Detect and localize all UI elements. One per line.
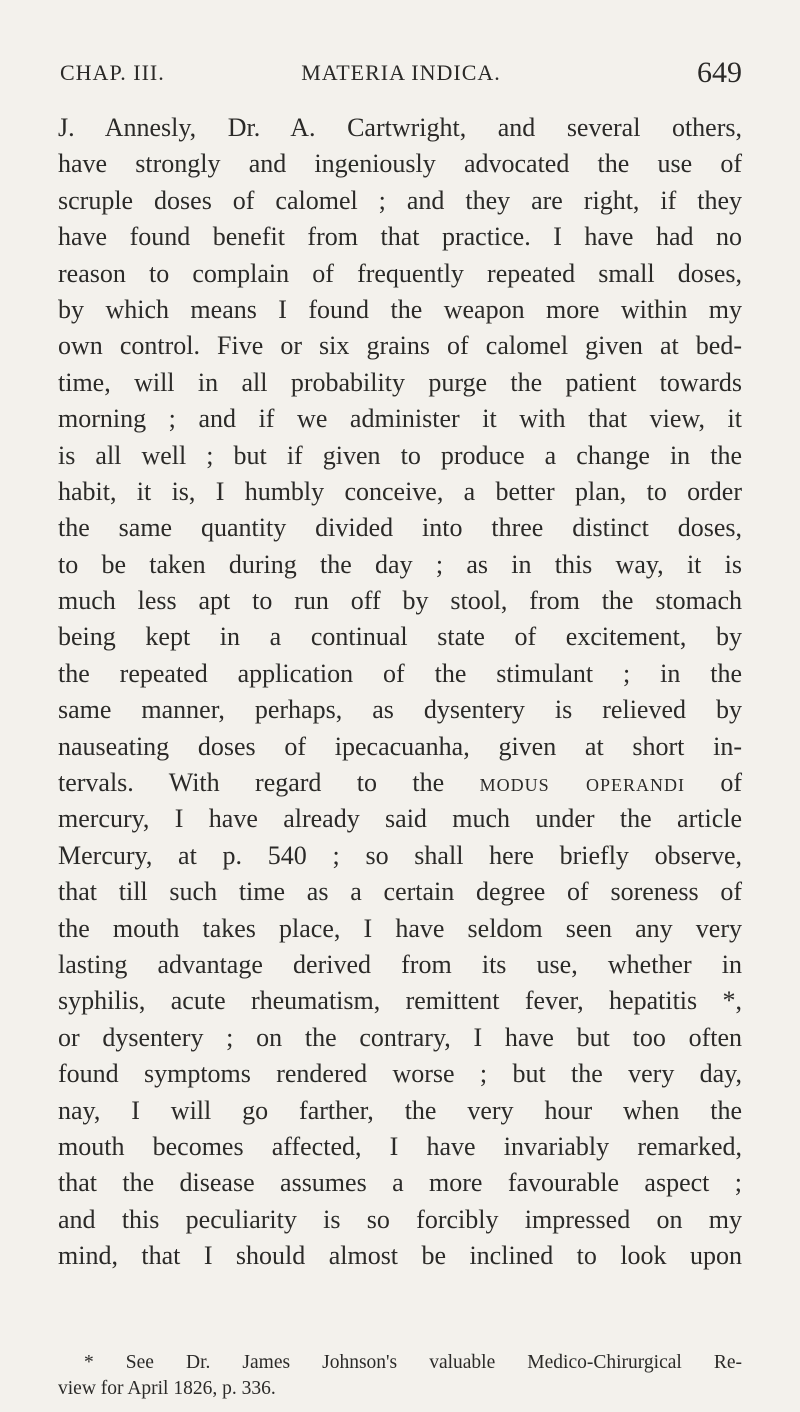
chapter-label: CHAP. III. [60,60,165,85]
text-line: Mercury, at p. 540 ; so shall here briefly observe, [58,840,742,870]
text-line: that till such time as a certain degree of soreness of [58,877,742,907]
text-line: lasting advantage derived from its use, whether in [58,949,742,979]
text-line: much less apt to run off by stool, from the stomach [58,586,742,616]
running-title: MATERIA INDICA. [301,60,501,85]
text-line: time, will in all probability purge the patient towards [58,367,742,397]
text-line: is all well ; but if given to produce a change in the [58,440,742,470]
text-line: found symptoms rendered worse ; but the very day, [58,1059,742,1089]
text-line: the mouth takes place, I have seldom seen any very [58,913,742,943]
text-line: the repeated application of the stimulant ; in the [58,658,742,688]
text-line: own control. Five or six grains of calomel given at bed- [58,331,742,361]
text-line: nay, I will go farther, the very hour when the [58,1095,742,1125]
text-line: to be taken during the day ; as in this way, it is [58,549,742,579]
text-line: by which means I found the weapon more within my [58,294,742,324]
text-line: being kept in a continual state of excitement, by [58,622,742,652]
text-line: have strongly and ingeniously advocated the use of [58,149,742,179]
footnote [58,1350,742,1402]
text-line: morning ; and if we administer it with that view, it [58,404,742,434]
text-line-with-smallcaps [58,765,742,801]
footnote-line: view for April 1826, p. 336. [58,1378,276,1399]
body-text [58,110,742,1275]
text-line: nauseating doses of ipecacuanha, given at short in- [58,731,742,761]
text-line: mind, that I should almost be inclined to look upon [58,1241,742,1271]
text-line: have found benefit from that practice. I have had no [58,222,742,252]
text-line: mouth becomes affected, I have invariably remarked, [58,1131,742,1161]
running-header [60,56,742,92]
text-line: or dysentery ; on the contrary, I have but too often [58,1022,742,1052]
footnote-line: * See Dr. James Johnson's valuable Medico-Chirurgical Re- [84,1352,742,1373]
text-line: the same quantity divided into three distinct doses, [58,513,742,543]
text-fragment: tervals. With regard to the [58,768,445,798]
text-line: J. Annesly, Dr. A. Cartwright, and several others, [58,113,742,142]
text-line: that the disease assumes a more favourable aspect ; [58,1168,742,1198]
text-line: and this peculiarity is so forcibly impressed on my [58,1204,742,1234]
text-line: habit, it is, I humbly conceive, a better plan, to order [58,476,742,506]
text-line: mercury, I have already said much under the article [58,804,742,834]
text-line: reason to complain of frequently repeated small doses, [58,258,742,288]
text-line: same manner, perhaps, as dysentery is relieved by [58,695,742,725]
text-fragment: of [720,768,743,798]
smallcaps-phrase: modus operandi [479,768,685,798]
text-line: syphilis, acute rheumatism, remittent fever, hepatitis *, [58,986,742,1016]
text-line: scruple doses of calomel ; and they are right, if they [58,185,742,215]
page-number: 649 [697,56,742,89]
